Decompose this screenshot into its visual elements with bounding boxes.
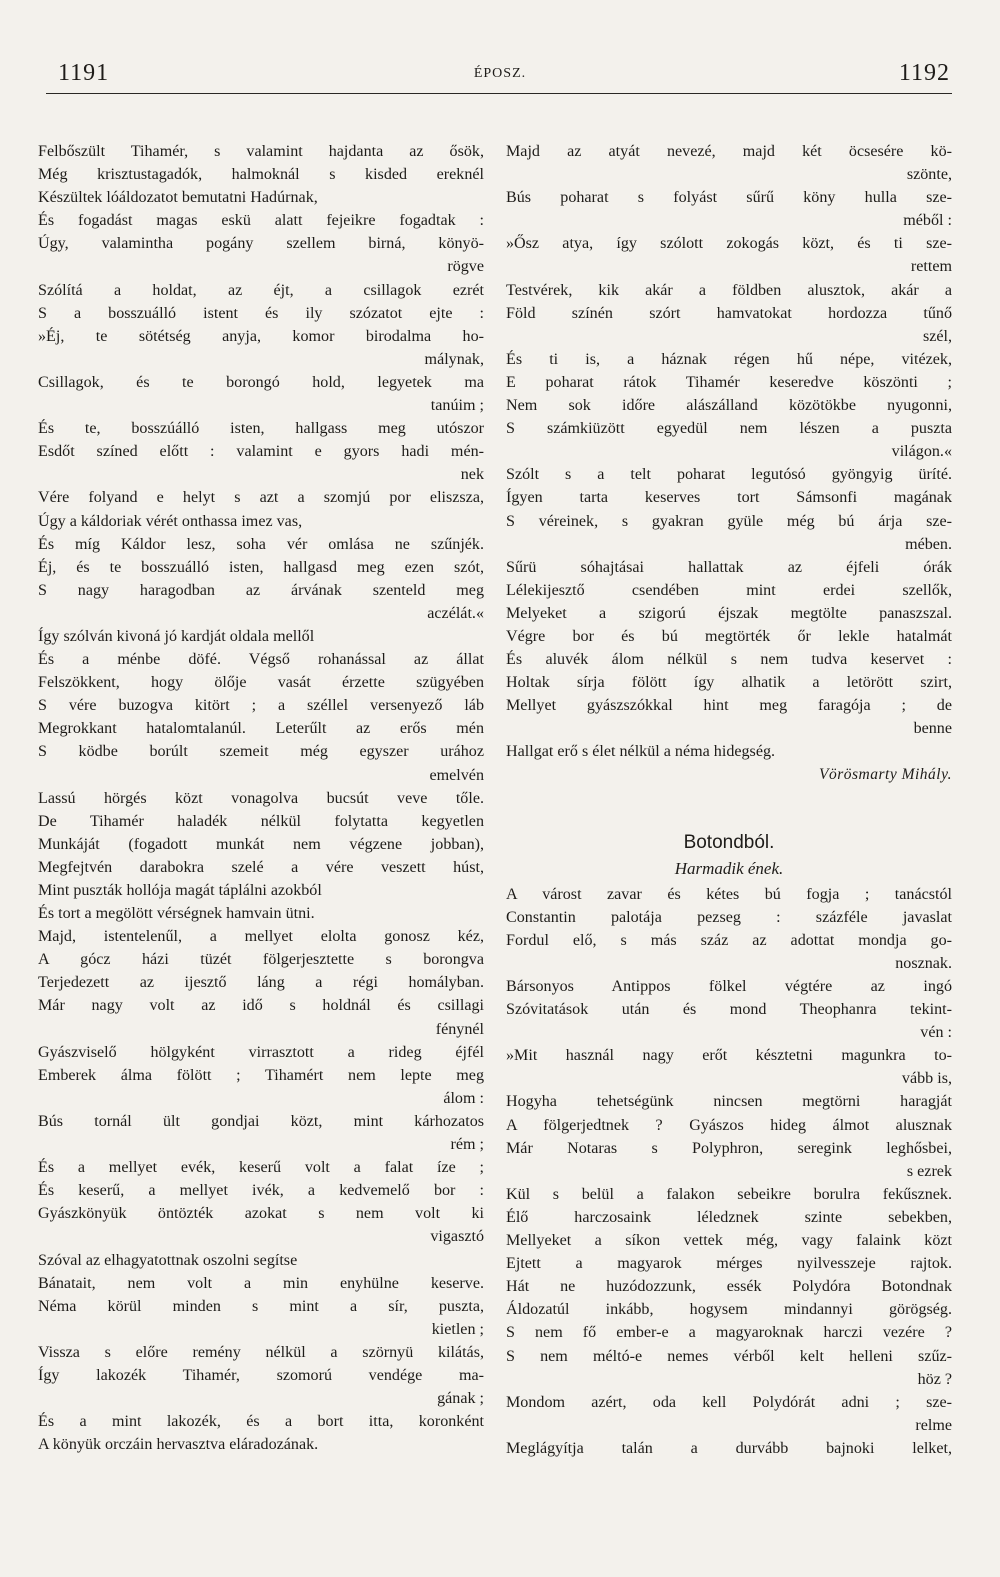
left-page-number: 1191 [58, 60, 110, 86]
verse-line: Csillagok, és te borongó hold, legyetek ma [38, 373, 484, 391]
verse-line: Szóval az elhagyatottnak oszolni segítse [38, 1251, 298, 1269]
verse-line: És a mellyet evék, keserű volt a falat íze ; [38, 1159, 484, 1177]
verse-line: »Éj, te sötétség anyja, komor birodalma ho- [38, 327, 484, 345]
verse-line: Már nagy volt az idő s holdnál és csillagi [38, 997, 484, 1015]
verse-line: Megrokkant hatalomtalanúl. Leterűlt az erős mén [38, 720, 484, 738]
verse-line: Úgy, valamintha pogány szellem birná, könyö- [38, 235, 484, 253]
verse-line: »Ősz atya, így szólott zokogás közt, és ti sze- [506, 235, 952, 253]
verse-line-continuation: fénynél [435, 1020, 484, 1038]
verse-line: Nem sok időre alászálland közötökbe nyugonni, [506, 397, 952, 415]
verse-line-continuation: vább is, [901, 1070, 952, 1088]
verse-line: Vére folyand e helyt s azt a szomjú por eliszsza, [38, 489, 484, 507]
poem-botond [506, 883, 952, 1460]
verse-line-continuation: kietlen ; [431, 1320, 484, 1338]
verse-line-continuation: rém ; [450, 1136, 484, 1154]
verse-line: És tort a megölött vérségnek hamvain ütni. [38, 905, 315, 923]
verse-line: Sűrü sóhajtásai hallattak az éjfeli órák [506, 558, 952, 576]
verse-line-continuation: aczélát.« [427, 604, 484, 622]
verse-line: E poharat rátok Tihamér keseredve köszönti ; [506, 373, 952, 391]
verse-line-continuation: vén : [920, 1024, 952, 1042]
verse-line-continuation: vigasztó [430, 1228, 484, 1246]
verse-line: A könyük orczáin hervasztva eláradozának. [38, 1436, 319, 1454]
verse-line: Emberek álma fölött ; Tihamért nem lepte meg [38, 1066, 484, 1084]
right-column [506, 140, 952, 1460]
verse-line: Hát ne huzódozzunk, essék Polydóra Botondnak [506, 1278, 952, 1296]
verse-line: Vissza s előre remény nélkül a szörnyü kilátás, [38, 1343, 484, 1361]
poem-continuation [506, 140, 952, 764]
verse-line: A fölgerjedtnek ? Gyászos hideg álmot alusznak [506, 1116, 952, 1134]
verse-line: Hogyha tehetségünk nincsen megtörni haragját [506, 1093, 952, 1111]
verse-line: És te, bosszúálló isten, hallgass meg utószor [38, 420, 484, 438]
verse-line-continuation: világon.« [891, 443, 952, 461]
verse-line: Felszökkent, hogy ölője vasát érzette szügyében [38, 674, 484, 692]
verse-line: Holtak sírja fölött így alhatik a letörött szirt, [506, 674, 952, 692]
author-signature: Vörösmarty Mihály. [819, 765, 952, 783]
verse-line: Majd az atyát nevezé, majd két öcsesére kö- [506, 143, 952, 160]
verse-line: Szólt s a telt poharat legutósó gyöngyig üríté. [506, 466, 952, 484]
verse-line: Megfejtvén darabokra szelé a vére veszett húst, [38, 858, 484, 876]
verse-line: Bús poharat s folyást sűrű köny hulla sze- [506, 189, 952, 207]
verse-line: Esdőt színed előtt : valamint e gyors hadi mén- [38, 443, 484, 461]
verse-line-continuation: nek [460, 466, 484, 484]
verse-line: De Tihamér haladék nélkül folytatta kegyetlen [38, 812, 484, 830]
verse-line: Hallgat erő s élet nélkül a néma hidegség. [506, 743, 776, 761]
verse-line-continuation: höz ? [917, 1370, 952, 1388]
verse-line: Kül s belül a falakon sebeikre borulra fekűsznek. [506, 1185, 952, 1203]
verse-line-continuation: gának ; [437, 1390, 484, 1408]
verse-line: Élő harczosaink léledznek szinte sebekben, [506, 1208, 952, 1226]
verse-line: Áldozatúl inkább, hogysem mindannyi görögség. [506, 1301, 952, 1319]
verse-line: És keserű, a mellyet ivék, a kedvemelő bor : [38, 1182, 484, 1200]
verse-line-continuation: benne [913, 720, 952, 738]
verse-line: Constantin palotája pezseg : százféle javaslat [506, 908, 952, 926]
verse-line: Ejtett a magyarok mérges nyilvesszeje rajtok. [506, 1255, 952, 1273]
verse-line: Melyeket a szigorú éjszak megtölte panaszszal. [506, 604, 952, 622]
verse-line: Néma körül minden s mint a sír, puszta, [38, 1297, 484, 1315]
verse-line: S a bosszuálló istent és ily szózatot ejte : [38, 304, 484, 322]
section-subtitle: Harmadik ének. [674, 858, 784, 878]
verse-line: Szóvitatások után és mond Theophanra tekint- [506, 1001, 952, 1019]
verse-line: Bársonyos Antippos fölkel végtére az ingó [506, 978, 952, 995]
verse-line: Éj, és te bosszuálló isten, hallgasd meg ezen szót, [38, 558, 484, 576]
verse-line: Mellyet gyászszókkal hint meg faragója ; de [506, 697, 952, 715]
verse-line: És fogadást magas eskü alatt fejeikre fogadtak : [38, 212, 484, 230]
verse-line-continuation: nosznak. [895, 954, 952, 972]
verse-line: Szólítá a holdat, az éjt, a csillagok ezrét [38, 281, 484, 299]
verse-line: És aluvék álom nélkül s nem tudva keservet : [506, 651, 952, 669]
verse-line: Majd, istentelenűl, a mellyet elolta gonosz kéz, [38, 928, 484, 946]
verse-line: Úgy a káldoriak vérét onthassa imez vas, [38, 512, 303, 530]
verse-line: Testvérek, kik akár a földben alusztok, akár a [506, 281, 952, 299]
verse-line-continuation: rögve [447, 258, 484, 276]
verse-line-continuation: emelvén [429, 766, 484, 784]
verse-line: Föld színén szórt hamvatokat hordozza tűnő [506, 304, 952, 322]
verse-line-continuation: relme [915, 1416, 952, 1434]
verse-line-continuation: szél, [922, 327, 952, 345]
verse-line: S számkiüzött egyedül nem lészen a puszta [506, 420, 952, 438]
verse-line: Ígyen tarta keserves tort Sámsonfi magának [506, 489, 952, 507]
verse-line: Mellyeket a síkon vettek még, vagy falaink közt [506, 1232, 952, 1250]
verse-line-continuation: málynak, [424, 350, 484, 368]
verse-line: Végre bor és bú megtörték őr lekle hatalmát [506, 627, 952, 645]
verse-line: És míg Káldor lesz, soha vér omlása ne szűnjék. [38, 535, 484, 553]
verse-line: Így szólván kivoná jó kardját oldala mellől [38, 627, 315, 645]
verse-line: S ködbe borúlt szemeit még egyszer urához [38, 743, 484, 761]
verse-line: Gyászkönyük öntözték azokat s nem volt ki [38, 1205, 484, 1223]
verse-line: Bánatait, nem volt a min enyhülne keserve. [38, 1274, 484, 1292]
verse-line: Készültek lóáldozatot bemutatni Hadúrnak, [38, 189, 318, 207]
verse-line: A gócz házi tüzét fölgerjesztette s borongva [38, 951, 484, 969]
verse-line: És a mint lakozék, és a bort itta, koronként [38, 1413, 484, 1431]
verse-line: Így lakozék Tihamér, szomorú vendége ma- [38, 1366, 484, 1384]
verse-line: S nem fő ember-e a magyaroknak harczi vezére ? [506, 1324, 952, 1342]
verse-line: Fordul elő, s más száz az adottat mondja go- [506, 931, 952, 949]
verse-line-continuation: tanúim ; [430, 397, 484, 415]
verse-line: Még krisztustagadók, halmoknál s kisded ereknél [38, 166, 484, 184]
verse-line: A várost zavar és kétes bú fogja ; tanácstól [506, 885, 952, 903]
left-column [38, 140, 484, 1456]
header-rule [46, 93, 952, 94]
verse-line: Munkáját (fogadott munkát nem végzene jobban), [38, 835, 484, 853]
verse-line: Bús tornál ült gondjai közt, mint kárhozatos [38, 1112, 484, 1130]
verse-line: S nem méltó-e nemes vérből kelt helleni szűz- [506, 1347, 952, 1365]
verse-line: Mint puszták hollója magát táplálni azokból [38, 882, 322, 899]
section-title: Botondból. [683, 831, 775, 853]
verse-line: Már Notaras s Polyphron, seregink leghősbei, [506, 1139, 952, 1157]
verse-line-continuation: méből : [903, 212, 952, 230]
verse-line: Terjedezett az ijesztő láng a régi homályban. [38, 974, 484, 992]
verse-line-continuation: rettem [910, 258, 952, 276]
verse-line: Mondom azért, oda kell Polydórát adni ; sze- [506, 1393, 952, 1411]
verse-line: S vére buzogva kitört ; a széllel versenyező láb [38, 697, 484, 715]
verse-line: Meglágyítja talán a durvább bajnoki lelket, [506, 1439, 952, 1457]
verse-line: És a ménbe döfé. Végső rohanással az állat [38, 651, 484, 669]
verse-line: És ti is, a háznak régen hű népe, vitézek, [506, 350, 952, 368]
verse-line-continuation: s ezrek [906, 1162, 952, 1180]
verse-line: Felbőszült Tihamér, s valamint hajdanta az ősök, [38, 143, 484, 160]
verse-line: S nagy haragodban az árvának szenteld meg [38, 581, 484, 599]
verse-line-continuation: szönte, [906, 166, 952, 184]
right-page-number: 1192 [898, 60, 950, 86]
verse-line: Lélekijesztő csendében mint erdei szellők, [506, 581, 952, 599]
verse-line: »Mit használ nagy erőt késztetni magunkra to- [506, 1047, 952, 1065]
page-header [0, 0, 1000, 100]
verse-line-continuation: álom : [443, 1089, 484, 1107]
running-head: ÉPOSZ. [473, 66, 527, 81]
verse-line: Lassú hörgés közt vonagolva bucsút veve tőle. [38, 789, 484, 807]
verse-line: S véreinek, s gyakran gyüle még bú árja sze- [506, 512, 952, 530]
verse-line-continuation: mében. [905, 535, 952, 553]
verse-line: Gyászviselő hölgyként virrasztott a rideg éjfél [38, 1043, 484, 1061]
